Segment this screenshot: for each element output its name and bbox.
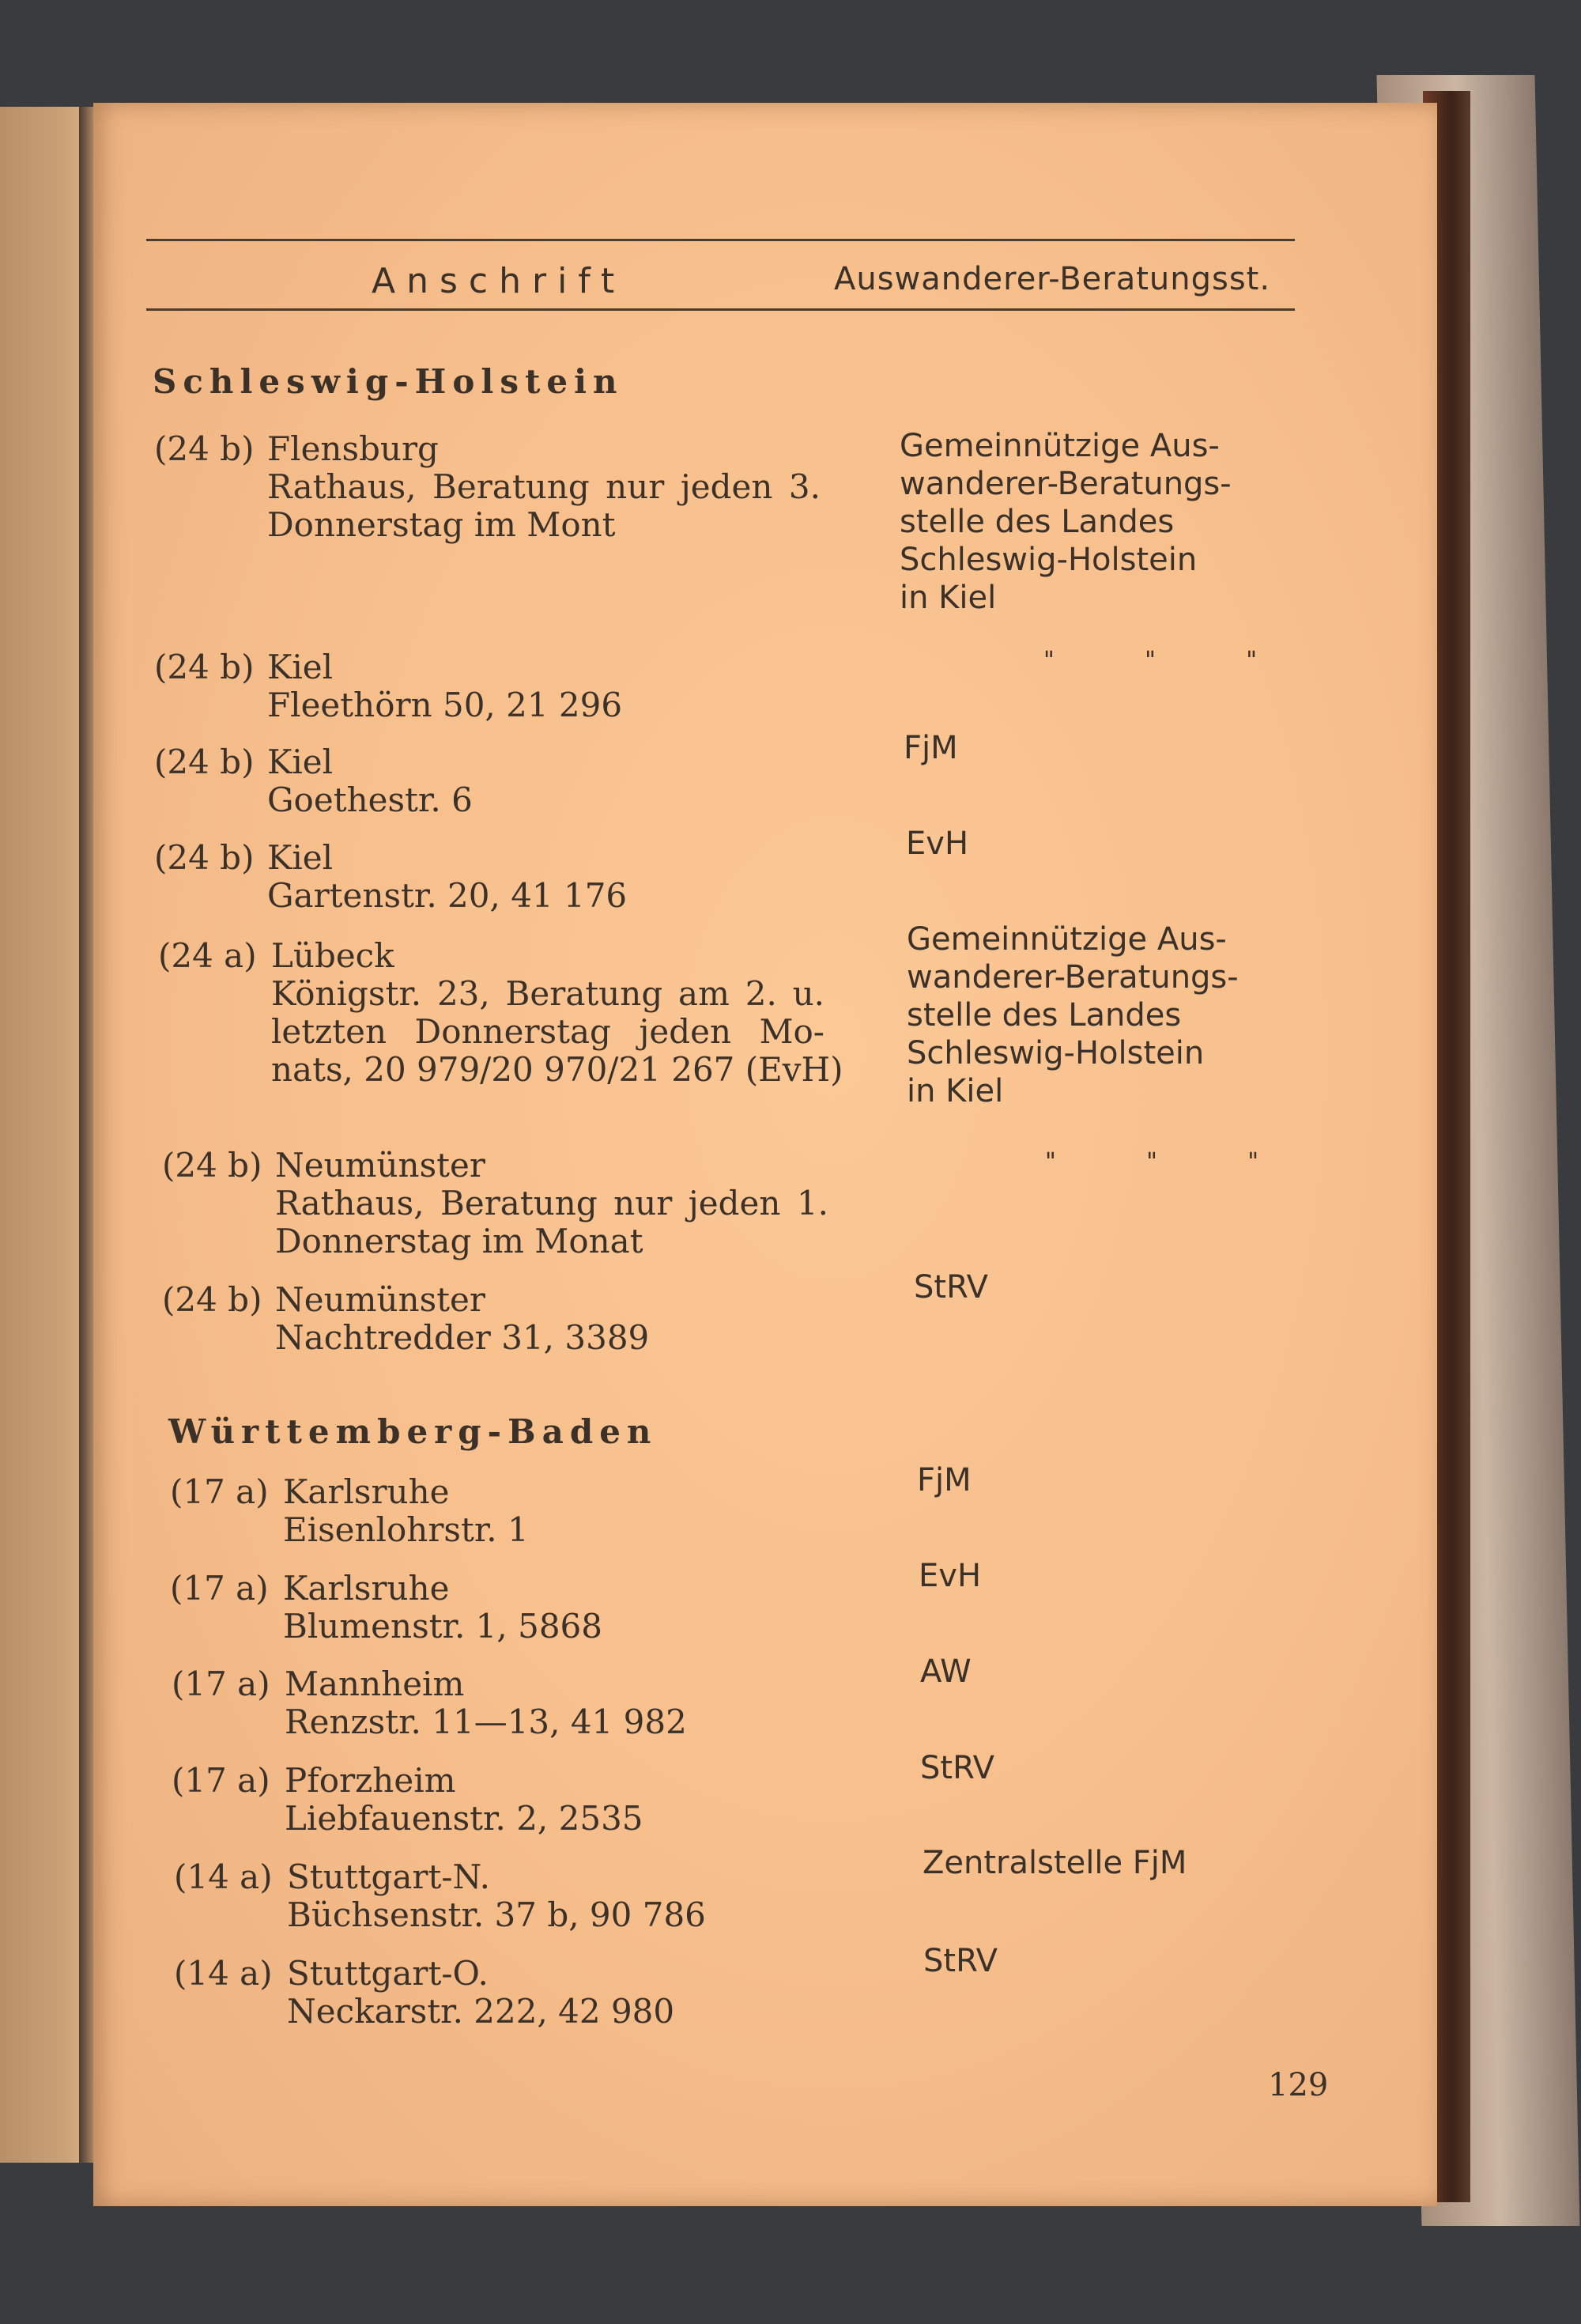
city: Neumünster — [275, 1146, 485, 1185]
city: Kiel — [267, 648, 334, 686]
city: Mannheim — [285, 1665, 465, 1703]
page-number: 129 — [1268, 2067, 1329, 2103]
office-name: EvH — [919, 1558, 982, 1594]
city: Neumünster — [275, 1280, 485, 1319]
office-name: FjM — [917, 1462, 972, 1498]
postal-zone: (14 a) — [174, 1857, 273, 1896]
city: Kiel — [267, 743, 334, 781]
postal-zone: (24 b) — [154, 743, 255, 781]
city: Stuttgart-N. — [287, 1857, 490, 1896]
address-line: Königstr. 23, Beratung am 2. u. — [271, 974, 824, 1013]
postal-zone: (17 a) — [170, 1569, 269, 1608]
city: Stuttgart-O. — [287, 1954, 489, 1993]
postal-zone: (17 a) — [172, 1665, 270, 1703]
address-line: nats, 20 979/20 970/21 267 (EvH) — [271, 1050, 843, 1089]
postal-zone: (24 b) — [154, 648, 255, 686]
column-header-office: Auswanderer-Beratungsst. — [834, 261, 1271, 297]
postal-zone: (24 b) — [162, 1280, 262, 1319]
address-line: Neckarstr. 222, 42 980 — [287, 1992, 675, 2031]
postal-zone: (24 a) — [158, 936, 257, 975]
left-page-edge — [0, 107, 89, 2163]
address-line: Gartenstr. 20, 41 176 — [267, 876, 628, 915]
office-name: Gemeinnützige Aus- wanderer-Beratungs- stelle des Landes Schleswig-Holstein in Kiel — [900, 428, 1232, 616]
office-name: AW — [920, 1653, 972, 1690]
header-rule-top — [146, 239, 1295, 241]
address-line: Donnerstag im Mont — [267, 505, 616, 544]
address-line: Nachtredder 31, 3389 — [275, 1318, 650, 1357]
column-header-address: Anschrift — [372, 261, 626, 301]
address-line: Fleethörn 50, 21 296 — [267, 686, 623, 724]
office-name: StRV — [923, 1943, 998, 1979]
postal-zone: (17 a) — [172, 1761, 270, 1800]
address-line: Renzstr. 11—13, 41 982 — [285, 1702, 687, 1741]
city: Flensburg — [267, 429, 439, 468]
city: Karlsruhe — [283, 1472, 450, 1511]
postal-zone: (17 a) — [170, 1472, 269, 1511]
header-rule-bottom — [146, 308, 1295, 311]
address-line: Büchsenstr. 37 b, 90 786 — [287, 1895, 706, 1934]
office-name: Zentralstelle FjM — [923, 1845, 1187, 1881]
address-line: Goethestr. 6 — [267, 780, 473, 819]
city: Kiel — [267, 838, 334, 877]
address-line: Rathaus, Beratung nur jeden 1. — [275, 1184, 828, 1222]
address-line: Eisenlohrstr. 1 — [283, 1510, 529, 1549]
postal-zone: (24 b) — [154, 429, 255, 468]
address-line: letzten Donnerstag jeden Mo- — [271, 1012, 824, 1051]
address-line: Donnerstag im Monat — [275, 1222, 643, 1260]
office-name: StRV — [920, 1750, 995, 1786]
section-title-wuerttemberg-baden: Württemberg-Baden — [168, 1412, 658, 1451]
ditto-marks: " " " — [1043, 647, 1257, 675]
address-line: Rathaus, Beratung nur jeden 3. — [267, 467, 821, 506]
city: Karlsruhe — [283, 1569, 450, 1608]
section-title-schleswig-holstein: Schleswig-Holstein — [153, 362, 624, 401]
city: Pforzheim — [285, 1761, 456, 1800]
postal-zone: (14 a) — [174, 1954, 273, 1993]
ditto-marks: " " " — [1045, 1148, 1258, 1176]
address-line: Blumenstr. 1, 5868 — [283, 1607, 602, 1646]
postal-zone: (24 b) — [162, 1146, 262, 1185]
office-name: FjM — [904, 730, 958, 766]
city: Lübeck — [271, 936, 394, 975]
office-name: EvH — [906, 826, 969, 862]
address-line: Liebfauenstr. 2, 2535 — [285, 1799, 643, 1838]
office-name: StRV — [914, 1269, 989, 1306]
office-name: Gemeinnützige Aus- wanderer-Beratungs- stelle des Landes Schleswig-Holstein in Kiel — [907, 921, 1239, 1109]
postal-zone: (24 b) — [154, 838, 255, 877]
